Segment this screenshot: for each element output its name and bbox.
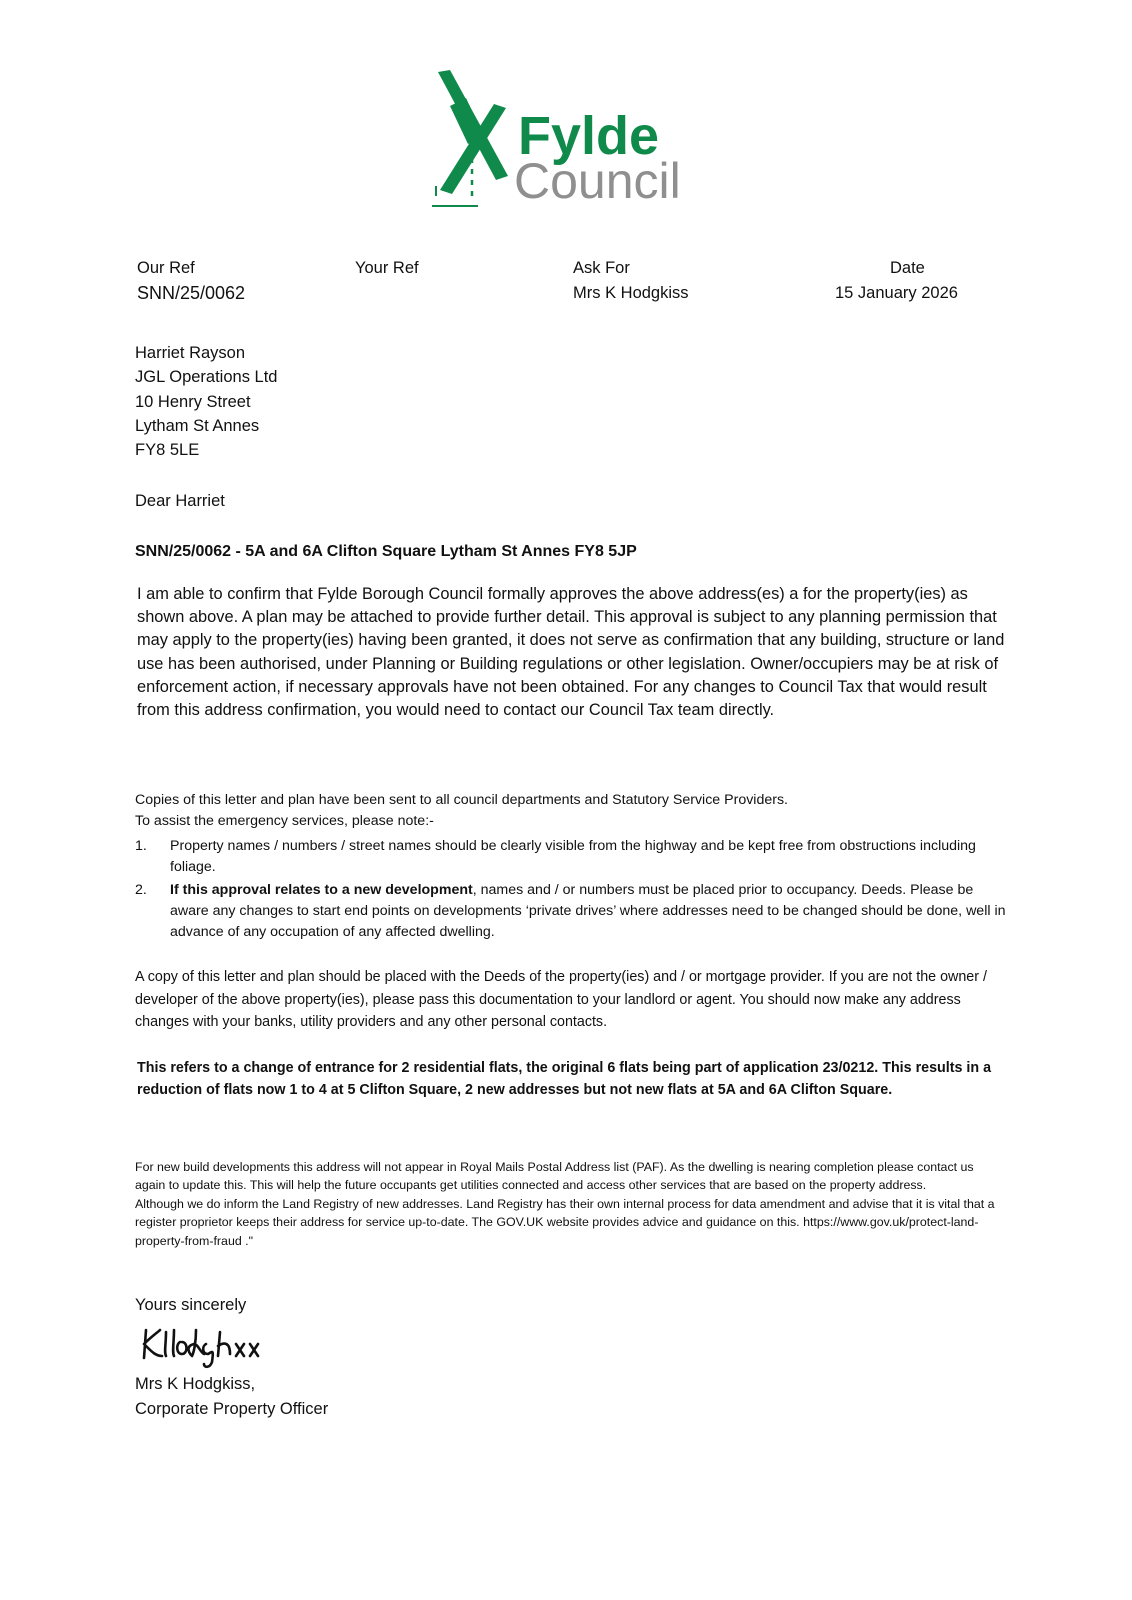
date-value: 15 January 2026	[835, 284, 958, 302]
recipient-address	[135, 341, 277, 462]
list-item-body: Property names / numbers / street names should be clearly visible from the highway and be kept free from obstructions including foliage.	[170, 838, 976, 875]
change-summary-paragraph: This refers to a change of entrance for 2 residential flats, the original 6 flats being part of application 23/0212. This results in a reduction of flats now 1 to 4 at 5 Clifton Square, 2 new addresses but not new flats at 5A and 6A Clifton Square.	[137, 1060, 992, 1099]
list-item	[135, 836, 1015, 878]
small-print-paf: For new build developments this address will not appear in Royal Mails Postal Address list (PAF). As the dwelling is nearing completion please contact us again to update this. This will help the future occupants get utilities connected and access other services that are based on the property address.	[135, 1160, 974, 1193]
fylde-council-logo	[432, 66, 692, 216]
signature-image	[138, 1322, 278, 1372]
list-item-number: 1.	[135, 838, 147, 854]
salutation: Dear Harriet	[135, 492, 225, 510]
address-line: Lytham St Annes	[135, 416, 260, 435]
address-line: JGL Operations Ltd	[135, 368, 278, 387]
emergency-intro: To assist the emergency services, please note:-	[135, 813, 434, 829]
list-item-number: 2.	[135, 882, 147, 898]
date-label: Date	[890, 259, 925, 277]
address-line: 10 Henry Street	[135, 392, 251, 411]
our-ref-label: Our Ref	[137, 259, 195, 277]
copies-notice	[135, 790, 1015, 832]
list-item-text	[170, 836, 1015, 878]
signer-title: Corporate Property Officer	[135, 1399, 329, 1418]
logo-text-fylde: Fylde	[518, 106, 660, 166]
your-ref-label: Your Ref	[355, 259, 419, 277]
windmill-logo-graphic	[432, 66, 692, 216]
ask-for-value: Mrs K Hodgkiss	[573, 284, 689, 302]
our-ref-value: SNN/25/0062	[137, 283, 246, 303]
copies-line: Copies of this letter and plan have been sent to all council departments and Statutory Service Providers.	[135, 792, 788, 808]
list-item	[135, 880, 1015, 943]
subject-line: SNN/25/0062 - 5A and 6A Clifton Square Lytham St Annes FY8 5JP	[135, 543, 637, 560]
signer-name: Mrs K Hodgkiss,	[135, 1375, 256, 1393]
list-item-text	[170, 880, 1015, 943]
small-print	[135, 1158, 1005, 1250]
closing: Yours sincerely	[135, 1296, 247, 1314]
list-item-bold: If this approval relates to a new development	[170, 882, 473, 898]
signer-block	[135, 1372, 328, 1421]
small-print-land-registry: Although we do inform the Land Registry of new addresses. Land Registry has their own internal process for data amendment and advise that it is vital that a register proprietor keeps their address for service up-to-date. The GOV.UK website provides advice and guidance on this. https://www.gov.uk/protect-land-property-from-fraud ."	[135, 1196, 995, 1248]
deeds-paragraph: A copy of this letter and plan should be placed with the Deeds of the property(ies) and / or mortgage provider. If you are not the owner / developer of the above property(ies), please pass this documentation to your landlord or agent. You should now make any address changes with your banks, utility providers and any other personal contacts.	[135, 969, 987, 1030]
list-item-body: , names and / or numbers must be placed prior to occupancy. Deeds. Please be aware any changes to start end points on developments ‘private drives’ where addresses need to be changed should be done, well in advance of any occupation of any affected dwelling.	[170, 882, 1006, 940]
main-paragraph: I am able to confirm that Fylde Borough Council formally approves the above address(es) a for the property(ies) as shown above. A plan may be attached to provide further detail. This approval is subject to any planning permission that may apply to the property(ies) having been granted, it does not serve as confirmation that any building, structure or land use has been authorised, under Planning or Building regulations or other legislation. Owner/occupiers may be at risk of enforcement action, if necessary approvals have not been obtained. For any changes to Council Tax that would result from this address confirmation, you would need to contact our Council Tax team directly.	[137, 585, 1005, 720]
logo-text-council: Council	[514, 153, 681, 209]
address-line: FY8 5LE	[135, 441, 200, 460]
emergency-notes-list	[135, 836, 1015, 945]
address-line: Harriet Rayson	[135, 344, 246, 362]
ask-for-label: Ask For	[573, 259, 630, 277]
